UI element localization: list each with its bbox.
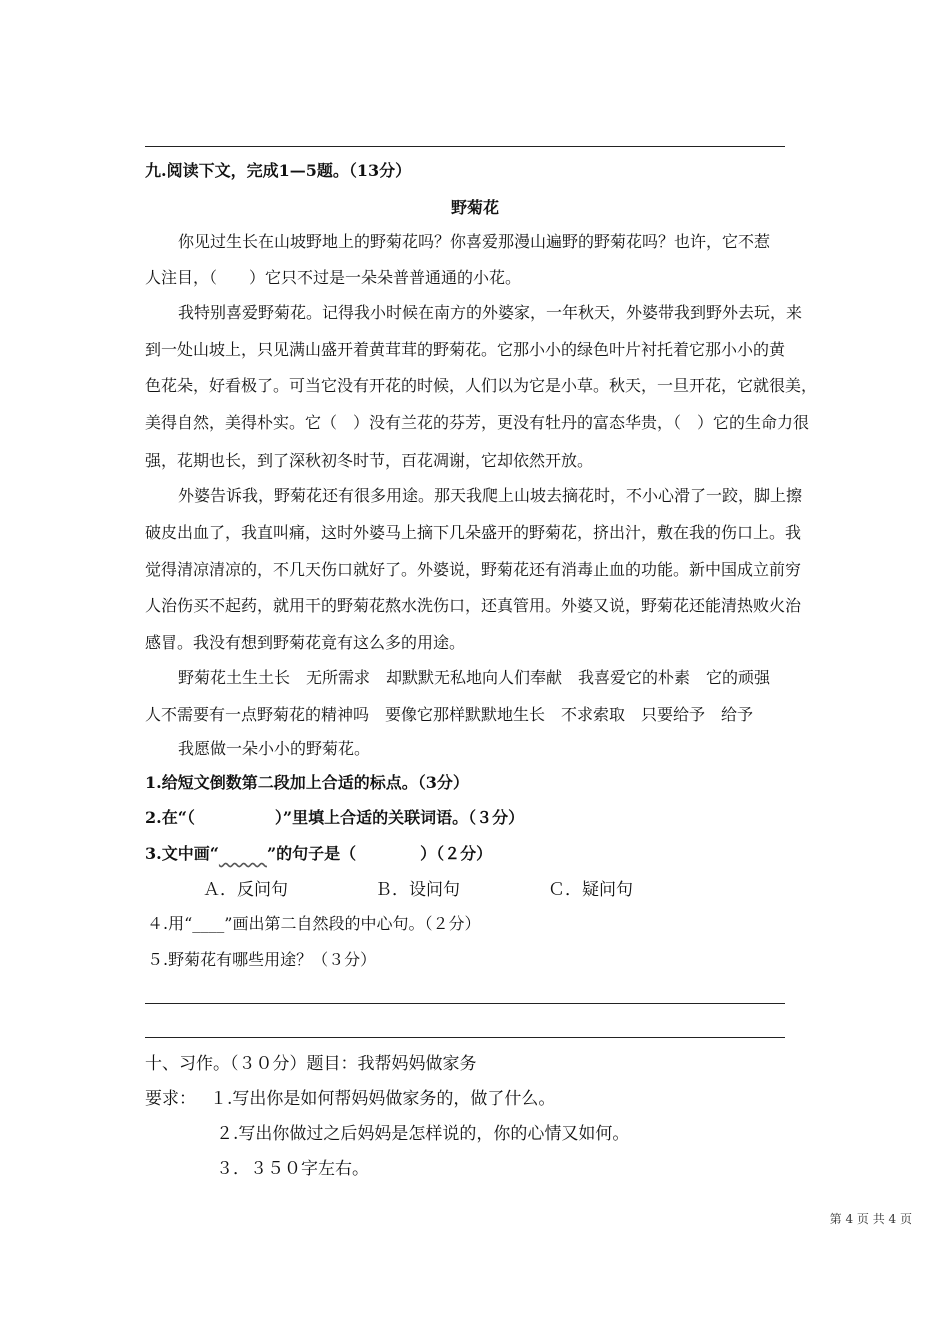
- paragraph-line: 破皮出血了，我直叫痛，这时外婆马上摘下几朵盛开的野菊花，挤出汁，敷在我的伤口上。我: [145, 523, 802, 542]
- paragraph-line: 感冒。我没有想到野菊花竟有这么多的用途。: [145, 633, 466, 652]
- paragraph-line: 人不需要有一点野菊花的精神吗 要像它那样默默地生长 不求索取 只要给予 给予: [145, 705, 754, 724]
- paragraph-line: 人治伤买不起药，就用干的野菊花熬水洗伤口，还真管用。外婆又说，野菊花还能清热败火治: [145, 596, 802, 615]
- top-rule: [145, 146, 785, 147]
- question-3-suffix: ”的句子是（ ）（２分）: [266, 844, 493, 863]
- paragraph-line: 外婆告诉我，野菊花还有很多用途。那天我爬上山坡去摘花时，不小心滑了一跤，脚上擦: [178, 486, 803, 505]
- paragraph-line: 觉得清凉清凉的，不几天伤口就好了。外婆说，野菊花还有消毒止血的功能。新中国成立前穷: [145, 560, 802, 579]
- option-b: Ｂ．设问句: [375, 880, 460, 900]
- question-3-prefix: 3.文中画“: [145, 844, 219, 863]
- section9-heading: 九.阅读下文，完成1—5题。（13分）: [145, 161, 412, 180]
- page-number: 第 4 页 共 4 页: [829, 1212, 912, 1226]
- question-5: ５.野菊花有哪些用途？（３分）: [147, 950, 377, 969]
- passage-title: 野菊花: [450, 198, 499, 217]
- question-3-options: [203, 878, 868, 902]
- question-4: ４.用“____”画出第二自然段的中心句。（２分）: [147, 914, 481, 933]
- question-1: 1.给短文倒数第二段加上合适的标点。（3分）: [145, 773, 469, 792]
- section10-heading: 十、习作。（３０分）题目：我帮妈妈做家务: [145, 1054, 477, 1074]
- paragraph-line: 美得自然，美得朴实。它（ ）没有兰花的芬芳，更没有牡丹的富态华贵，（ ）它的生命力很: [145, 413, 810, 432]
- paragraph-line: 强，花期也长，到了深秋初冬时节，百花凋谢，它却依然开放。: [145, 451, 594, 470]
- paragraph-line: 色花朵，好看极了。可当它没有开花的时候，人们以为它是小草。秋天，一旦开花，它就很美，: [145, 376, 818, 395]
- requirement-3: ３．３５０字左右。: [216, 1159, 369, 1179]
- requirement-1: １.写出你是如何帮妈妈做家务的，做了什么。: [210, 1089, 556, 1109]
- paragraph-line: 我特别喜爱野菊花。记得我小时候在南方的外婆家，一年秋天，外婆带我到野外去玩，来: [178, 303, 803, 322]
- answer-line: [145, 1037, 785, 1038]
- paragraph-line: 野菊花土生土长 无所需求 却默默无私地向人们奉献 我喜爱它的朴素 它的顽强: [178, 668, 771, 687]
- wavy-underline-mark: [219, 844, 267, 863]
- paragraph-line: 人注目，（ ）它只不过是一朵朵普普通通的小花。: [145, 268, 522, 287]
- question-2: 2.在“（ ）”里填上合适的关联词语。（３分）: [145, 808, 525, 827]
- paragraph-line: 我愿做一朵小小的野菊花。: [178, 739, 371, 758]
- paragraph-line: 你见过生长在山坡野地上的野菊花吗？你喜爱那漫山遍野的野菊花吗？也许，它不惹: [178, 232, 771, 251]
- paragraph-line: 到一处山坡上，只见满山盛开着黄茸茸的野菊花。它那小小的绿色叶片衬托着它那小小的黄: [145, 340, 786, 359]
- option-a: Ａ．反问句: [203, 880, 288, 900]
- requirements-label: 要求：: [145, 1089, 196, 1109]
- answer-line: [145, 1003, 785, 1004]
- option-c: Ｃ．疑问句: [548, 880, 633, 900]
- requirement-2: ２.写出你做过之后妈妈是怎样说的，你的心情又如何。: [216, 1124, 630, 1144]
- question-3: [145, 842, 810, 866]
